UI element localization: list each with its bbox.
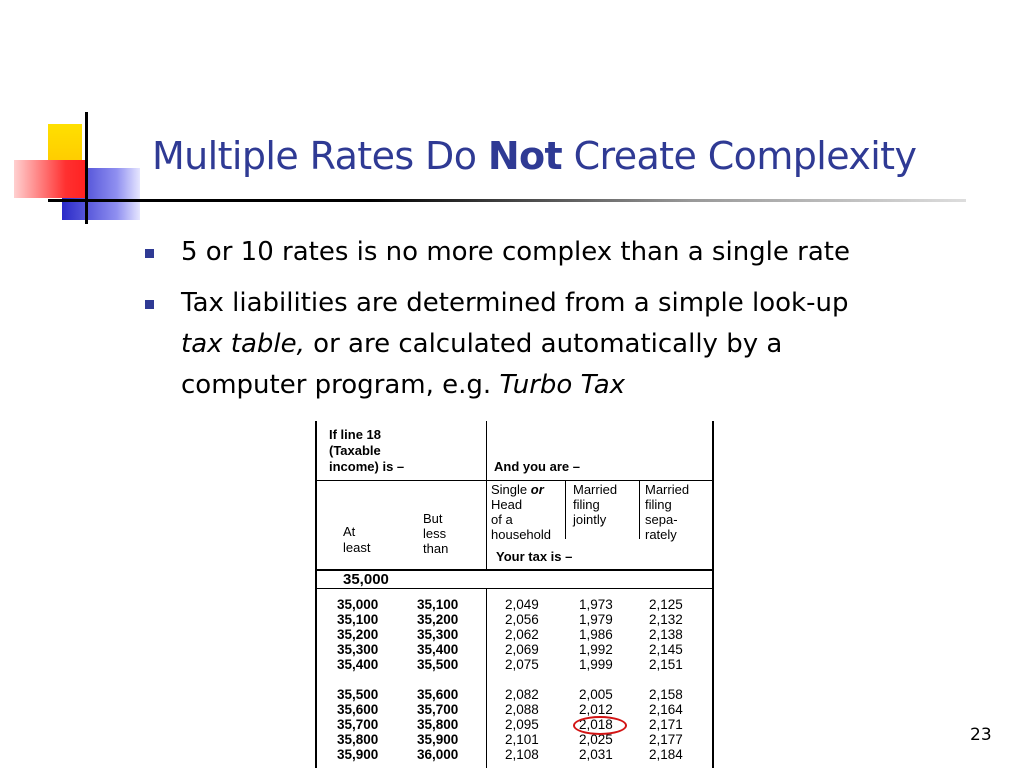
if-line-text-2: (Taxable — [329, 443, 381, 458]
tax-cell: 2,069 — [505, 642, 539, 657]
at-label: At — [343, 524, 356, 539]
married-separately-header-3: sepa- — [645, 512, 678, 527]
tax-cell: 35,100 — [337, 612, 379, 627]
single-header-1: Single or — [491, 482, 544, 497]
tax-cell: 35,700 — [337, 717, 379, 732]
bullet-item-1: 5 or 10 rates is no more complex than a single rate — [145, 232, 995, 273]
bullet-item-2: Tax liabilities are determined from a simple look-up tax table, or are calculated automatically by a computer program, e.g. Turbo Tax — [145, 283, 995, 406]
tax-cell: 2,062 — [505, 627, 539, 642]
tax-cell: 2,095 — [505, 717, 539, 732]
single-header-4: household — [491, 527, 551, 542]
tax-cell: 35,000 — [337, 597, 379, 612]
tax-cell: 2,018 — [579, 717, 613, 732]
tax-cell: 35,300 — [417, 627, 459, 642]
tax-cell: 35,600 — [417, 687, 459, 702]
tax-cell: 35,400 — [417, 642, 459, 657]
tax-cell: 2,184 — [649, 747, 683, 762]
tax-table-image — [315, 421, 714, 768]
tax-cell: 35,900 — [417, 732, 459, 747]
tax-cell: 1,992 — [579, 642, 613, 657]
tax-cell: 2,132 — [649, 612, 683, 627]
tax-cell: 35,600 — [337, 702, 379, 717]
if-line-text-1: If line 18 — [329, 427, 382, 442]
tax-cell: 35,100 — [417, 597, 459, 612]
least-label: least — [343, 540, 371, 555]
married-separately-header-4: rately — [645, 527, 677, 542]
single-header-2: Head — [491, 497, 523, 512]
tax-cell: 2,145 — [649, 642, 683, 657]
tax-cell: 2,151 — [649, 657, 683, 672]
married-separately-header-1: Married — [645, 482, 690, 497]
than-label: than — [423, 541, 449, 556]
married-jointly-header-3: jointly — [573, 512, 607, 527]
tax-cell: 35,800 — [337, 732, 379, 747]
tax-cell: 1,979 — [579, 612, 613, 627]
your-tax-header: Your tax is – — [496, 549, 573, 564]
bracket-label: 35,000 — [343, 571, 389, 588]
married-separately-header-2: filing — [645, 497, 672, 512]
if-line-text-3: income) is – — [329, 459, 405, 474]
tax-cell: 2,049 — [505, 597, 539, 612]
less-label: less — [423, 526, 447, 541]
tax-cell: 2,125 — [649, 597, 683, 612]
tax-cell: 2,082 — [505, 687, 539, 702]
red-square-decoration — [14, 160, 88, 198]
tax-cell: 2,164 — [649, 702, 683, 717]
tax-cell: 35,800 — [417, 717, 459, 732]
yellow-square-decoration — [48, 124, 82, 162]
slide-title: Multiple Rates Do Not Create Complexity — [152, 134, 917, 178]
bullet-list — [145, 232, 995, 416]
vertical-line-decoration — [85, 112, 88, 224]
tax-cell: 2,012 — [579, 702, 613, 717]
tax-cell: 36,000 — [417, 747, 459, 762]
tax-cell: 2,108 — [505, 747, 539, 762]
tax-cell: 1,999 — [579, 657, 613, 672]
tax-cell: 35,500 — [417, 657, 459, 672]
tax-cell: 35,300 — [337, 642, 379, 657]
tax-cell: 2,171 — [649, 717, 683, 732]
tax-cell: 35,200 — [337, 627, 379, 642]
tax-cell: 2,031 — [579, 747, 613, 762]
title-underline — [48, 199, 966, 202]
tax-cell: 2,088 — [505, 702, 539, 717]
tax-cell: 2,101 — [505, 732, 539, 747]
tax-cell: 35,900 — [337, 747, 379, 762]
tax-cell: 2,075 — [505, 657, 539, 672]
single-header-3: of a — [491, 512, 513, 527]
tax-cell: 2,177 — [649, 732, 683, 747]
but-label: But — [423, 511, 443, 526]
tax-cell: 1,986 — [579, 627, 613, 642]
highlight-circle — [573, 716, 627, 735]
tax-cell: 2,025 — [579, 732, 613, 747]
tax-cell: 35,700 — [417, 702, 459, 717]
married-jointly-header-2: filing — [573, 497, 600, 512]
and-you-are-header: And you are – — [494, 459, 580, 474]
tax-cell: 2,158 — [649, 687, 683, 702]
married-jointly-header-1: Married — [573, 482, 618, 497]
tax-cell: 1,973 — [579, 597, 613, 612]
page-number: 23 — [970, 725, 992, 745]
tax-cell: 2,056 — [505, 612, 539, 627]
tax-cell: 2,005 — [579, 687, 613, 702]
tax-cell: 35,400 — [337, 657, 379, 672]
tax-cell: 35,200 — [417, 612, 459, 627]
tax-cell: 2,138 — [649, 627, 683, 642]
tax-cell: 35,500 — [337, 687, 379, 702]
